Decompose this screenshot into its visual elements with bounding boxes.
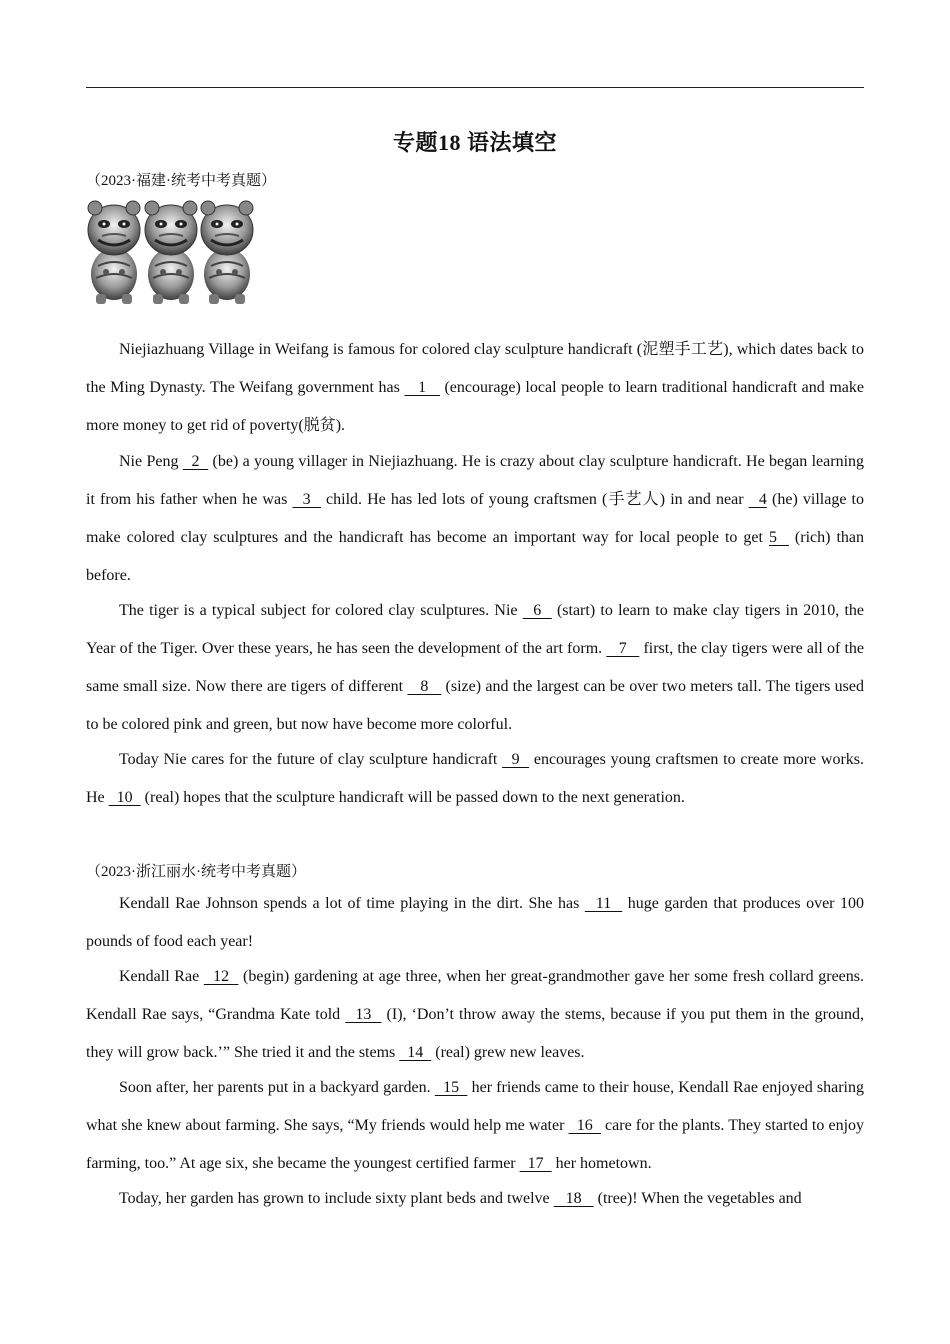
header-rule xyxy=(86,87,864,88)
answer-blank: 15 xyxy=(434,1079,468,1096)
answer-blank: 5 xyxy=(768,529,789,546)
answer-blank: 12 xyxy=(203,968,239,985)
answer-blank: 18 xyxy=(553,1190,594,1207)
answer-blank: 7 xyxy=(606,640,640,657)
paragraph-text: Nie Peng xyxy=(119,453,183,470)
paragraph-text: (real) grew new leaves. xyxy=(431,1044,585,1061)
answer-blank: 14 xyxy=(399,1044,432,1061)
answer-blank: 16 xyxy=(568,1117,601,1134)
paragraph-text: (tree)! When the vegetables and xyxy=(593,1190,802,1207)
answer-blank: 8 xyxy=(407,678,442,695)
paragraph-text: Kendall Rae Johnson spends a lot of time playing in the dirt. She has xyxy=(119,895,585,912)
paragraph-text: huge garden that produces over 100 pounds of food each year! xyxy=(86,895,865,950)
paragraph-text: Today, her garden has grown to include sixty plant beds and twelve xyxy=(119,1190,554,1207)
clay-tigers-image xyxy=(86,196,256,306)
paragraph-text: (rich) than before. xyxy=(86,529,864,584)
answer-blank: 1 xyxy=(404,379,440,396)
section2-paragraph-2 xyxy=(86,958,864,1072)
paragraph-text: (he) village to make colored clay sculptures and the handicraft has become an important way for local people to get xyxy=(86,491,864,546)
answer-blank: 13 xyxy=(345,1006,382,1023)
section1-paragraph-4 xyxy=(86,741,864,817)
paragraph-text: Niejiazhuang Village in Weifang is famous for colored clay sculpture handicraft (泥塑手工艺), which dates back to the Ming Dynasty. The Weifang government has xyxy=(86,341,864,396)
paragraph-text: (start) to learn to make clay tigers in 2010, the Year of the Tiger. Over these years, he has seen the development of the art form. xyxy=(86,602,865,657)
paragraph-text: child. He has led lots of young craftsmen (手艺人) in and near xyxy=(320,491,749,508)
section2-paragraph-4 xyxy=(86,1180,864,1218)
section2-paragraph-1 xyxy=(86,885,864,961)
answer-blank: 10 xyxy=(108,789,141,806)
paragraph-text: The tiger is a typical subject for colored clay sculptures. Nie xyxy=(119,602,523,619)
paragraph-text: (real) hopes that the sculpture handicraft will be passed down to the next generation. xyxy=(140,789,685,806)
paragraph-text: Kendall Rae xyxy=(119,968,204,985)
answer-blank: 3 xyxy=(292,491,321,508)
paragraph-text: her hometown. xyxy=(551,1155,652,1172)
paragraph-text: Soon after, her parents put in a backyard garden. xyxy=(119,1079,435,1096)
paragraph-text: (encourage) local people to learn traditional handicraft and make more money to get rid of poverty(脱贫). xyxy=(86,379,864,434)
paragraph-text: (size) and the largest can be over two meters tall. The tigers used to be colored pink and green, but now have become more colorful. xyxy=(86,678,865,733)
paragraph-text: (be) a young villager in Niejiazhuang. He is crazy about clay sculpture handicraft. He began learning it from his father when he was xyxy=(86,453,865,508)
section1-paragraph-3 xyxy=(86,592,864,744)
section1-paragraph-1 xyxy=(86,331,864,445)
paragraph-text: her friends came to their house, Kendall Rae enjoyed sharing what she knew about farming. She says, “My friends would help me water xyxy=(86,1079,865,1134)
answer-blank: 11 xyxy=(584,895,623,912)
paragraph-text: Today Nie cares for the future of clay sculpture handicraft xyxy=(119,751,503,768)
section1-paragraph-2 xyxy=(86,443,864,595)
paragraph-text: first, the clay tigers were all of the same small size. Now there are tigers of different xyxy=(86,640,865,695)
answer-blank: 9 xyxy=(502,751,530,768)
clay-tiger-figure xyxy=(88,201,140,304)
section2-paragraph-3 xyxy=(86,1069,864,1183)
paragraph-text: care for the plants. They started to enjoy farming, too.” At age six, she became the youngest certified farmer xyxy=(86,1117,865,1172)
page-title: 专题18 语法填空 xyxy=(392,130,557,155)
paragraph-text: (begin) gardening at age three, when her great-grandmother gave her some fresh collard greens. Kendall Rae says, “Grandma Kate told xyxy=(86,968,864,1023)
answer-blank: 4 xyxy=(748,491,767,508)
answer-blank: 6 xyxy=(522,602,552,619)
section1-source: （2023·福建·统考中考真题） xyxy=(86,173,276,189)
paragraph-text: encourages young craftsmen to create more works. He xyxy=(86,751,865,806)
answer-blank: 17 xyxy=(519,1155,552,1172)
paragraph-text: (I), ‘Don’t throw away the stems, because if you put them in the ground, they will grow back.’” She tried it and the stems xyxy=(86,1006,864,1061)
section2-source: （2023·浙江丽水·统考中考真题） xyxy=(86,864,306,880)
answer-blank: 2 xyxy=(182,453,209,470)
